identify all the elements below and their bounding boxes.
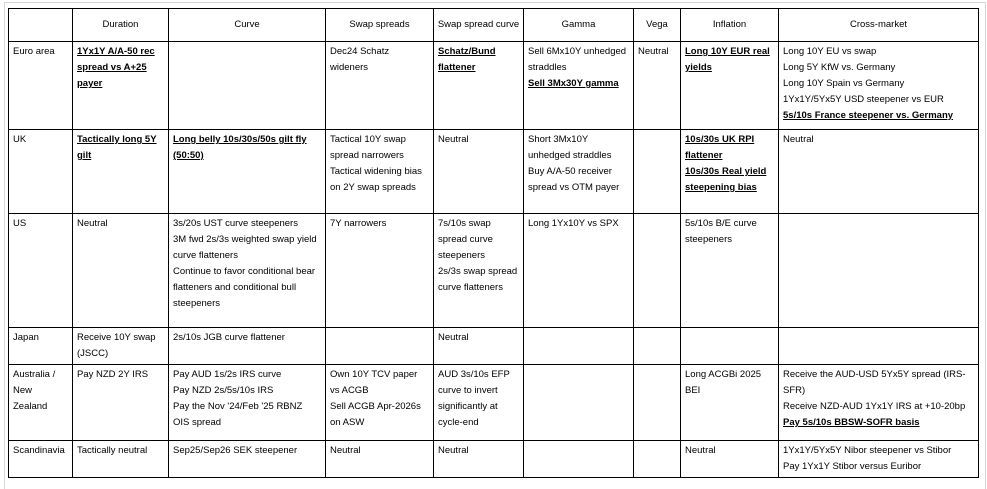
trade-entry: Tactically long 5Y gilt [77,134,157,161]
table-cell [434,365,524,441]
region-column-header [9,9,73,42]
trade-entry: 2s/3s swap spread curve flatteners [438,266,518,293]
table-cell [434,441,524,478]
table-row [9,328,979,365]
trade-entry: Pay 5s/10s BBSW-SOFR basis [783,417,920,428]
table-row [9,42,979,130]
trade-entry: Pay AUD 1s/2s IRS curve [173,369,282,380]
trade-entry: Own 10Y TCV paper vs ACGB [330,369,418,396]
table-row [9,130,979,214]
trade-entry: Pay NZD 2s/5s/10s IRS [173,385,274,396]
column-header: Duration [73,9,169,42]
trade-entry: AUD 3s/10s EFP curve to invert significantly at cycle-end [438,369,510,428]
table-cell [681,441,779,478]
header-row [9,9,979,42]
table-header [9,9,979,42]
table-body [9,42,979,478]
trade-entry: Long 1Yx10Y vs SPX [528,218,619,229]
trade-entry: Receive 10Y swap (JSCC) [77,332,156,359]
trade-entry: Pay NZD 2Y IRS [77,369,149,380]
table-cell [169,214,326,328]
trade-entry: Long 10Y EU vs swap [783,46,877,57]
trade-entry: 5s/10s France steepener vs. Germany [783,110,954,121]
table-cell [634,214,681,328]
region-label: Euro area [9,42,73,130]
table-cell [73,365,169,441]
trade-entry: Long 5Y KfW vs. Germany [783,62,896,73]
table-row [9,441,979,478]
trade-entry: Receive the AUD-USD 5Yx5Y spread (IRS-SFR) [783,369,966,396]
table-cell [169,42,326,130]
table-cell [434,130,524,214]
table-cell [634,365,681,441]
column-header: Cross-market [779,9,979,42]
table-cell [434,214,524,328]
trade-entry: Long ACGBi 2025 BEI [685,369,762,396]
table-cell [434,42,524,130]
trade-entry: 1Yx1Y/5Yx5Y USD steepener vs EUR [783,94,944,105]
column-header: Curve [169,9,326,42]
table-cell [779,441,979,478]
region-label: Scandinavia [9,441,73,478]
table-cell [524,365,634,441]
table-row [9,365,979,441]
table-cell [681,328,779,365]
column-header: Inflation [681,9,779,42]
trade-entry: Sep25/Sep26 SEK steepener [173,445,298,456]
table-cell [779,365,979,441]
region-label: Australia / New Zealand [9,365,73,441]
column-header: Swap spreads [326,9,434,42]
trade-entry: 2s/10s JGB curve flattener [173,332,285,343]
table-cell [326,214,434,328]
trade-entry: 1Yx1Y A/A-50 rec spread vs A+25 payer [77,46,155,89]
table-cell [779,214,979,328]
table-cell [169,365,326,441]
table-cell [434,328,524,365]
trade-entry: Sell ACGB Apr-2026s on ASW [330,401,421,428]
table-cell [73,130,169,214]
table-cell [524,214,634,328]
trade-entry: Short 3Mx10Y unhedged straddles [528,134,612,161]
trade-entry: Receive NZD-AUD 1Yx1Y IRS at +10-20bp [783,401,966,412]
trade-entry: Neutral [330,445,361,456]
table-cell [681,365,779,441]
trade-entry: Neutral [438,332,469,343]
table-cell [73,441,169,478]
table-cell [73,328,169,365]
region-label: US [9,214,73,328]
table-cell [524,42,634,130]
column-header: Vega [634,9,681,42]
trade-entry: Buy A/A-50 receiver spread vs OTM payer [528,166,620,193]
trade-entry: Sell 3Mx30Y gamma [528,78,619,89]
table-cell [779,328,979,365]
trade-entry: Neutral [438,445,469,456]
trade-entry: 10s/30s UK RPI flattener [685,134,755,161]
trade-entry: 3s/20s UST curve steepeners [173,218,298,229]
trade-entry: Pay the Nov '24/Feb '25 RBNZ OIS spread [173,401,303,428]
table-cell [326,365,434,441]
table-cell [73,214,169,328]
table-cell [634,441,681,478]
table-cell [779,42,979,130]
table-cell [169,328,326,365]
trade-entry: Tactically neutral [77,445,148,456]
table-cell [681,42,779,130]
trade-entry: Tactical widening bias on 2Y swap spreads [330,166,422,193]
trade-entry: Schatz/Bund flattener [438,46,496,73]
trade-entry: Pay 1Yx1Y Stibor versus Euribor [783,461,922,472]
table-cell [634,42,681,130]
trade-entry: Neutral [783,134,814,145]
table-row [9,214,979,328]
table-cell [524,130,634,214]
trade-entry: Neutral [438,134,469,145]
table-cell [73,42,169,130]
trade-entry: Long 10Y Spain vs Germany [783,78,905,89]
table-cell [326,441,434,478]
table-cell [524,441,634,478]
table-cell [524,328,634,365]
table-cell [326,130,434,214]
trade-recommendations-table [8,8,979,478]
trade-entry: Long 10Y EUR real yields [685,46,770,73]
table-cell [634,130,681,214]
trade-entry: 7s/10s swap spread curve steepeners [438,218,493,261]
trade-entry: 3M fwd 2s/3s weighted swap yield curve flatteners [173,234,317,261]
table-cell [681,214,779,328]
table-cell [681,130,779,214]
region-label: Japan [9,328,73,365]
table-cell [169,441,326,478]
table-cell [634,328,681,365]
trade-entry: Sell 6Mx10Y unhedged straddles [528,46,627,73]
table-cell [779,130,979,214]
trade-entry: 1Yx1Y/5Yx5Y Nibor steepener vs Stibor [783,445,952,456]
table-cell [169,130,326,214]
trade-entry: 5s/10s B/E curve steepeners [685,218,757,245]
trade-entry: Continue to favor conditional bear flatteners and conditional bull steepeners [173,266,316,309]
trade-entry: 10s/30s Real yield steepening bias [685,166,767,193]
trade-entry: Neutral [638,46,669,57]
trade-entry: Neutral [77,218,108,229]
column-header: Swap spread curve [434,9,524,42]
trade-entry: Dec24 Schatz wideners [330,46,390,73]
column-header: Gamma [524,9,634,42]
table-cell [326,328,434,365]
region-label: UK [9,130,73,214]
table-cell [326,42,434,130]
trade-entry: Tactical 10Y swap spread narrowers [330,134,406,161]
trade-entry: 7Y narrowers [330,218,387,229]
trade-entry: Long belly 10s/30s/50s gilt fly (50:50) [173,134,307,161]
trade-entry: Neutral [685,445,716,456]
